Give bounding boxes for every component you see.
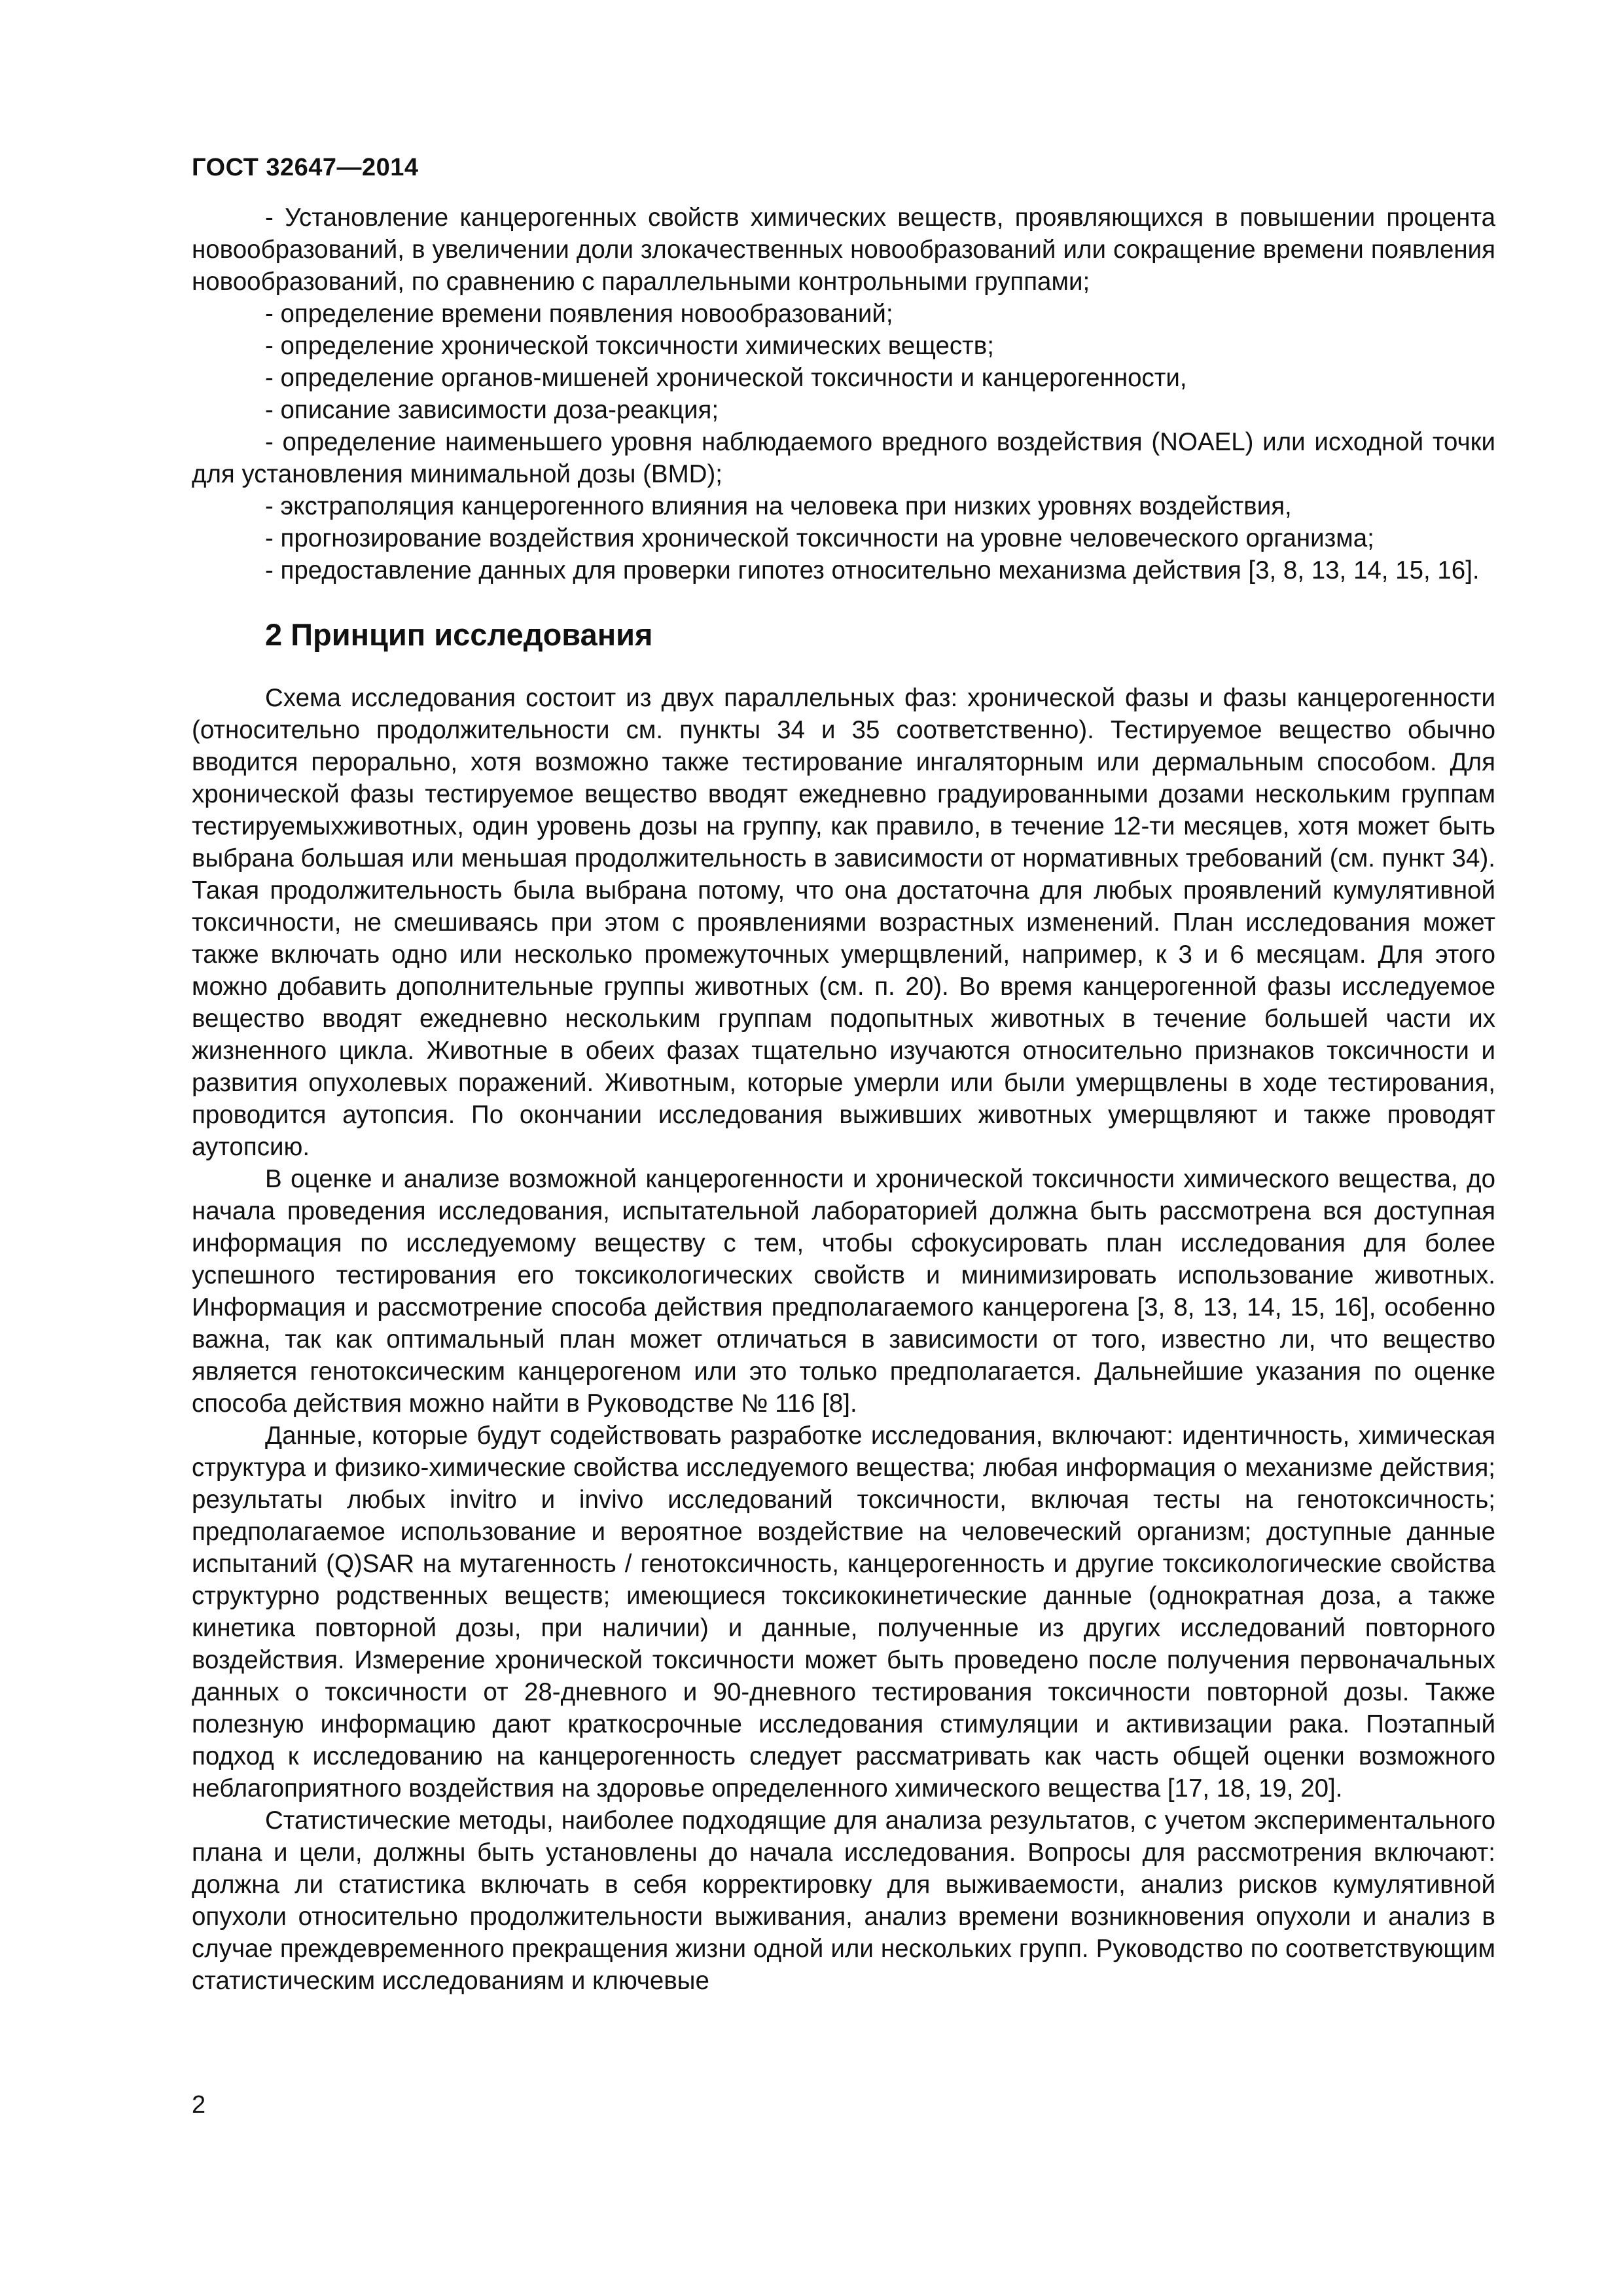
body-paragraph: Данные, которые будут содействовать разработке исследования, включают: идентичность, химическая структура и физико-химические свойства исследуемого вещества; любая информация о механизме действия; результаты любых invitro и invivo исследований токсичности, включая тесты на генотоксичность; предполагаемое использование и вероятное воздействие на человеческий организм; доступные данные испытаний (Q)SAR на мутагенность / генотоксичность, канцерогенность и другие токсикологические свойства структурно родственных веществ; имеющиеся токсикокинетические данные (однократная доза, а также кинетика повторной дозы, при наличии) и данные, полученные из других исследований повторного воздействия. Измерение хронической токсичности может быть проведено после получения первоначальных данных о токсичности от 28-дневного и 90-дневного тестирования токсичности повторной дозы. Также полезную информацию дают краткосрочные исследования стимуляции и активизации рака. Поэтапный подход к исследованию на канцерогенность следует рассматривать как часть общей оценки возможного неблагоприятного воздействия на здоровье определенного химического вещества [17, 18, 19, 20]. bbox=[192, 1422, 1495, 1803]
page-number: 2 bbox=[192, 2091, 206, 2119]
list-item: - определение органов-мишеней хронической токсичности и канцерогенности, bbox=[265, 364, 1187, 392]
list-item: - Установление канцерогенных свойств химических веществ, проявляющихся в повышении процента новообразований, в увеличении доли злокачественных новообразований или сокращение времени появления новообразований, по сравнению с параллельными контрольными группами; bbox=[192, 204, 1495, 296]
page-content bbox=[192, 202, 1495, 1997]
section-heading: 2 Принцип исследования bbox=[265, 617, 653, 652]
list-item: - определение наименьшего уровня наблюдаемого вредного воздействия (NOAEL) или исходной точки для установления минимальной дозы (BMD); bbox=[192, 428, 1495, 488]
body-paragraph: В оценке и анализе возможной канцерогенности и хронической токсичности химического вещества, до начала проведения исследования, испытательной лабораторией должна быть рассмотрена вся доступная информация по исследуемому веществу с тем, чтобы сфокусировать план исследования для более успешного тестирования его токсикологических свойств и минимизировать использование животных. Информация и рассмотрение способа действия предполагаемого канцерогена [3, 8, 13, 14, 15, 16], особенно важна, так как оптимальный план может отличаться в зависимости от того, известно ли, что вещество является генотоксическим канцерогеном или это только предполагается. Дальнейшие указания по оценке способа действия можно найти в Руководстве № 116 [8]. bbox=[192, 1165, 1495, 1418]
list-item: - прогнозирование воздействия хронической токсичности на уровне человеческого организма; bbox=[265, 524, 1374, 552]
list-item: - предоставление данных для проверки гипотез относительно механизма действия [3, 8, 13, 14, 15, 16]. bbox=[265, 556, 1480, 584]
body-paragraph: Статистические методы, наиболее подходящие для анализа результатов, с учетом экспериментального плана и цели, должны быть установлены до начала исследования. Вопросы для рассмотрения включают: должна ли статистика включать в себя корректировку для выживаемости, анализ рисков кумулятивной опухоли относительно продолжительности выживания, анализ времени возникновения опухоли и анализ в случае преждевременного прекращения жизни одной или нескольких групп. Руководство по соответствующим статистическим исследованиям и ключевые bbox=[192, 1806, 1495, 1995]
standard-code-header: ГОСТ 32647—2014 bbox=[192, 154, 419, 181]
list-item: - определение времени появления новообразований; bbox=[265, 300, 893, 328]
body-paragraph: Схема исследования состоит из двух параллельных фаз: хронической фазы и фазы канцерогенности (относительно продолжительности см. пункты 34 и 35 соответственно). Тестируемое вещество обычно вводится перорально, хотя возможно также тестирование ингаляторным или дермальным способом. Для хронической фазы тестируемое вещество вводят ежедневно градуированными дозами нескольким группам тестируемыхживотных, один уровень дозы на группу, как правило, в течение 12-ти месяцев, хотя может быть выбрана большая или меньшая продолжительность в зависимости от нормативных требований (см. пункт 34). Такая продолжительность была выбрана потому, что она достаточна для любых проявлений кумулятивной токсичности, не смешиваясь при этом с проявлениями возрастных изменений. План исследования может также включать одно или несколько промежуточных умерщвлений, например, к 3 и 6 месяцам. Для этого можно добавить дополнительные группы животных (см. п. 20). Во время канцерогенной фазы исследуемое вещество вводят ежедневно нескольким группам подопытных животных в течение большей части их жизненного цикла. Животные в обеих фазах тщательно изучаются относительно признаков токсичности и развития опухолевых поражений. Животным, которые умерли или были умерщвлены в ходе тестирования, проводится аутопсия. По окончании исследования выживших животных умерщвляют и также проводят аутопсию. bbox=[192, 684, 1495, 1161]
list-item: - определение хронической токсичности химических веществ; bbox=[265, 332, 994, 360]
list-item: - описание зависимости доза-реакция; bbox=[265, 396, 719, 424]
list-item: - экстраполяция канцерогенного влияния на человека при низких уровнях воздействия, bbox=[265, 492, 1292, 520]
